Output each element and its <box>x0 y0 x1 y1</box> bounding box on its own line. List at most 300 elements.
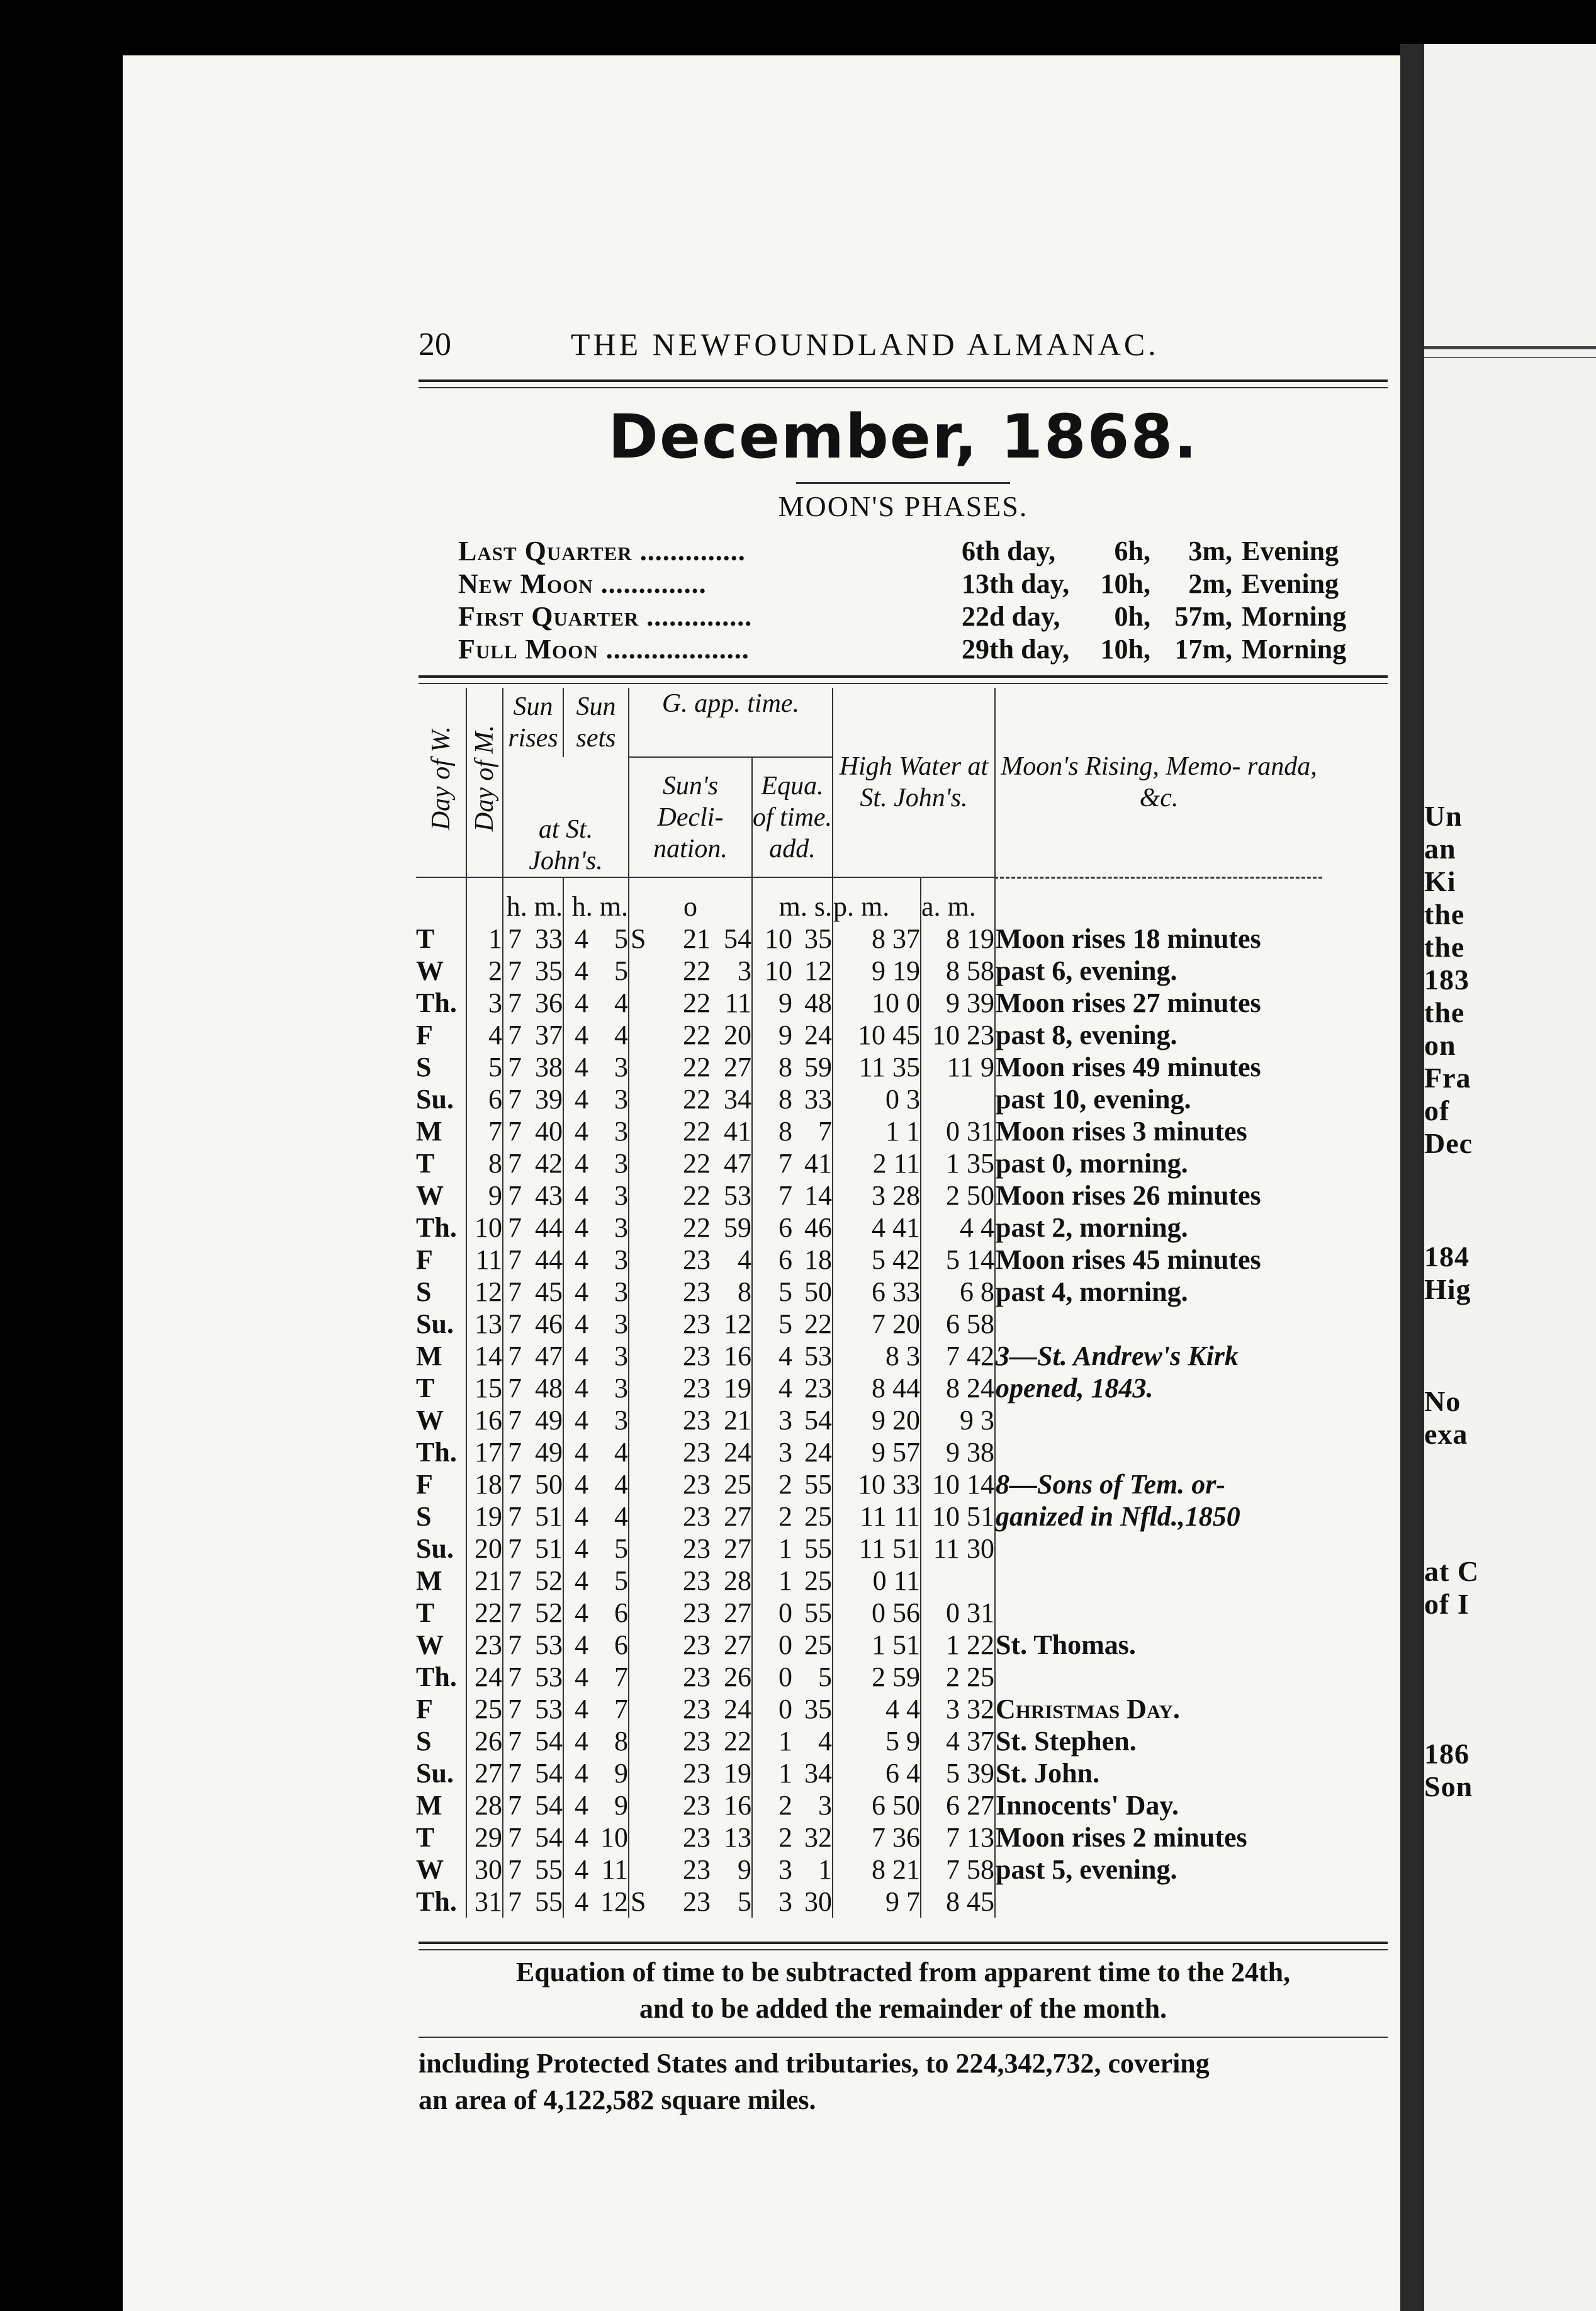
sunrise-minute-cell: 52 <box>535 1597 563 1628</box>
equation-minute-cell: 2 <box>752 1789 792 1821</box>
high-water-pm-cell: 6 4 <box>833 1757 921 1789</box>
equation-second-cell: 46 <box>804 1212 832 1243</box>
equation-minute-cell: 0 <box>752 1629 792 1661</box>
equation-minute-cell: 1 <box>752 1565 792 1597</box>
weekday-cell: T <box>416 923 435 954</box>
weekday-cell: Th. <box>416 1886 457 1917</box>
equation-second-cell: 33 <box>804 1083 832 1115</box>
sunrise-minute-cell: 52 <box>535 1565 563 1596</box>
phase-date: 29th day, <box>962 634 1070 665</box>
declination-minute-cell: 26 <box>724 1661 751 1692</box>
declination-minute-cell: 53 <box>724 1179 751 1211</box>
sunset-hour-cell: 4 <box>563 1565 588 1597</box>
declination-direction-cell <box>629 987 651 1019</box>
sunrise-hour-cell: 7 <box>503 1468 522 1500</box>
phase-name: First Quarter .............. <box>458 601 753 632</box>
sunrise-minute-cell: 54 <box>535 1757 563 1789</box>
memoranda-cell: Moon rises 2 minutes <box>995 1821 1322 1853</box>
table-row <box>416 1468 1322 1500</box>
sunset-minute-cell: 4 <box>614 1500 628 1532</box>
sunrise-hour-cell: 7 <box>503 1244 522 1276</box>
high-water-am-cell: 9 38 <box>921 1436 995 1468</box>
table-row <box>416 1212 1322 1244</box>
weekday-cell: S <box>416 1051 432 1082</box>
day-cell: 15 <box>466 1372 503 1404</box>
sunset-minute-cell: 9 <box>614 1789 628 1821</box>
declination-degree-cell: 23 <box>683 1725 711 1757</box>
table-top-rule-thin <box>419 683 1388 684</box>
running-header <box>419 326 1388 364</box>
phase-minute: 2m, <box>1188 568 1232 599</box>
weekday-cell: T <box>416 1372 435 1403</box>
sunrise-minute-cell: 45 <box>535 1276 563 1307</box>
day-cell: 20 <box>466 1532 503 1565</box>
declination-minute-cell: 27 <box>724 1597 751 1628</box>
declination-minute-cell: 5 <box>738 1886 751 1917</box>
equation-minute-cell: 8 <box>752 1051 792 1083</box>
table-row <box>416 1083 1322 1115</box>
high-water-am-cell: 6 58 <box>921 1308 995 1340</box>
facing-page-fragment: the <box>1424 898 1465 930</box>
facing-page-fragment: an <box>1424 833 1456 865</box>
sunset-minute-cell: 3 <box>614 1244 628 1275</box>
high-water-am-cell: 4 4 <box>921 1212 995 1244</box>
high-water-am-cell: 1 35 <box>921 1147 995 1179</box>
equation-minute-cell: 5 <box>752 1308 792 1340</box>
equation-minute-cell: 10 <box>752 923 792 955</box>
sunset-hour-cell: 4 <box>563 1051 588 1083</box>
sunset-hour-cell: 4 <box>563 1019 588 1051</box>
day-cell: 21 <box>466 1565 503 1597</box>
sunset-hour-cell: 4 <box>563 1629 588 1661</box>
sunrise-minute-cell: 36 <box>535 987 563 1018</box>
sunset-minute-cell: 4 <box>614 1468 628 1500</box>
sunset-minute-cell: 6 <box>614 1597 628 1628</box>
sunset-minute-cell: 8 <box>614 1725 628 1757</box>
high-water-pm-cell: 0 3 <box>833 1083 921 1115</box>
sunset-minute-cell: 3 <box>614 1308 628 1339</box>
high-water-am-cell: 7 42 <box>921 1340 995 1372</box>
equation-second-cell: 35 <box>804 923 832 954</box>
equation-second-cell: 59 <box>804 1051 832 1082</box>
declination-degree-cell: 23 <box>683 1340 711 1371</box>
declination-direction-cell <box>629 1853 651 1886</box>
declination-direction-cell <box>629 1147 651 1179</box>
weekday-cell: W <box>416 955 444 986</box>
high-water-am-cell: 7 58 <box>921 1853 995 1886</box>
day-cell: 4 <box>466 1019 503 1051</box>
equation-minute-cell: 9 <box>752 987 792 1019</box>
equation-minute-cell: 1 <box>752 1532 792 1565</box>
table-row <box>416 955 1322 987</box>
day-cell: 28 <box>466 1789 503 1821</box>
sunset-minute-cell: 3 <box>614 1404 628 1436</box>
facing-page-fragment: the <box>1424 996 1465 1028</box>
sunset-minute-cell: 6 <box>614 1629 628 1660</box>
high-water-pm-cell: 6 50 <box>833 1789 921 1821</box>
declination-degree-cell: 23 <box>683 1436 711 1468</box>
sunrise-minute-cell: 54 <box>535 1821 563 1853</box>
weekday-cell: T <box>416 1147 435 1179</box>
declination-minute-cell: 16 <box>724 1340 751 1371</box>
high-water-am-cell: 8 45 <box>921 1886 995 1918</box>
equation-second-cell: 55 <box>804 1468 832 1500</box>
equation-second-cell: 1 <box>818 1853 832 1885</box>
equation-minute-cell: 1 <box>752 1757 792 1789</box>
sunset-minute-cell: 5 <box>614 1565 628 1596</box>
sunset-hour-cell: 4 <box>563 1436 588 1468</box>
memoranda-cell: past 8, evening. <box>995 1019 1322 1051</box>
sunset-hour-cell: 4 <box>563 1404 588 1436</box>
declination-degree-cell: 23 <box>683 1597 711 1628</box>
facing-page-fragment: Hig <box>1424 1273 1471 1305</box>
memoranda-cell: past 6, evening. <box>995 955 1322 987</box>
weekday-cell: M <box>416 1340 442 1371</box>
sunset-hour-cell: 4 <box>563 1789 588 1821</box>
sun-sets-header: Sun sets <box>563 688 629 757</box>
unit-label: p. m. <box>833 877 921 923</box>
equation-second-cell: 14 <box>804 1179 832 1211</box>
day-cell: 1 <box>466 923 503 955</box>
table-row <box>416 1308 1322 1340</box>
phase-hour: 0h, <box>1114 601 1150 632</box>
moon-phase-row <box>458 568 1371 600</box>
declination-minute-cell: 24 <box>724 1436 751 1468</box>
equation-second-cell: 55 <box>804 1597 832 1628</box>
sunset-minute-cell: 9 <box>614 1757 628 1789</box>
sunrise-minute-cell: 44 <box>535 1244 563 1275</box>
sunrise-minute-cell: 46 <box>535 1308 563 1339</box>
equation-second-cell: 25 <box>804 1629 832 1660</box>
phase-minute: 3m, <box>1188 536 1232 566</box>
sunrise-hour-cell: 7 <box>503 1661 522 1693</box>
day-cell: 5 <box>466 1051 503 1083</box>
table-row <box>416 1821 1322 1853</box>
equation-second-cell: 12 <box>804 955 832 986</box>
weekday-cell: F <box>416 1693 433 1724</box>
declination-direction-cell <box>629 1019 651 1051</box>
declination-minute-cell: 19 <box>724 1372 751 1403</box>
table-row <box>416 1244 1322 1276</box>
day-cell: 7 <box>466 1115 503 1147</box>
weekday-cell: W <box>416 1179 444 1211</box>
memoranda-cell: 3—St. Andrew's Kirk <box>995 1340 1322 1372</box>
memoranda-cell <box>995 1661 1322 1693</box>
header-rule-thin <box>419 387 1388 388</box>
sunrise-minute-cell: 47 <box>535 1340 563 1371</box>
declination-minute-cell: 19 <box>724 1757 751 1789</box>
high-water-am-cell: 3 32 <box>921 1693 995 1725</box>
sunset-minute-cell: 3 <box>614 1083 628 1115</box>
equation-second-cell: 5 <box>818 1661 832 1692</box>
declination-degree-cell: 23 <box>683 1308 711 1339</box>
equation-minute-cell: 3 <box>752 1886 792 1918</box>
declination-minute-cell: 13 <box>724 1821 751 1853</box>
high-water-pm-cell: 9 57 <box>833 1436 921 1468</box>
facing-page-fragment: of I <box>1424 1588 1470 1620</box>
sunset-minute-cell: 4 <box>614 1019 628 1050</box>
declination-minute-cell: 9 <box>738 1853 751 1885</box>
sunset-minute-cell: 5 <box>614 923 628 954</box>
phase-period: Morning <box>1242 634 1347 665</box>
sunrise-minute-cell: 44 <box>535 1212 563 1243</box>
memoranda-cell <box>995 1597 1322 1629</box>
sunset-minute-cell: 3 <box>614 1147 628 1179</box>
sunset-minute-cell: 4 <box>614 987 628 1018</box>
declination-direction-cell <box>629 1757 651 1789</box>
phase-date: 22d day, <box>962 601 1060 632</box>
equation-second-cell: 24 <box>804 1019 832 1050</box>
unit-label: m. s. <box>752 877 833 923</box>
equation-minute-cell: 2 <box>752 1500 792 1532</box>
high-water-am-cell: 11 30 <box>921 1532 995 1565</box>
table-row <box>416 923 1322 955</box>
running-title: THE NEWFOUNDLAND ALMANAC. <box>571 327 1159 362</box>
facing-page-fragment: Dec <box>1424 1127 1473 1159</box>
unit-label: h. m. <box>503 877 563 923</box>
sunrise-minute-cell: 37 <box>535 1019 563 1050</box>
sunset-minute-cell: 3 <box>614 1212 628 1243</box>
facing-page-fragment: Un <box>1424 800 1463 832</box>
day-cell: 27 <box>466 1757 503 1789</box>
table-row <box>416 1693 1322 1725</box>
sunset-hour-cell: 4 <box>563 1308 588 1340</box>
day-cell: 18 <box>466 1468 503 1500</box>
footnote-line: Equation of time to be subtracted from apparent time to the 24th, <box>515 1957 1291 1988</box>
header-rule <box>419 380 1388 382</box>
table-row <box>416 1532 1322 1565</box>
almanac-table <box>416 688 1322 1918</box>
table-row <box>416 1853 1322 1886</box>
sunrise-hour-cell: 7 <box>503 1212 522 1244</box>
sunset-minute-cell: 3 <box>614 1340 628 1371</box>
equation-footnote <box>419 1954 1388 2027</box>
memoranda-cell: 8—Sons of Tem. or- <box>995 1468 1322 1500</box>
weekday-cell: F <box>416 1019 433 1050</box>
table-row <box>416 1661 1322 1693</box>
table-row <box>416 1789 1322 1821</box>
table-row <box>416 1340 1322 1372</box>
weekday-cell: S <box>416 1276 432 1307</box>
high-water-pm-cell: 11 35 <box>833 1051 921 1083</box>
weekday-cell: W <box>416 1629 444 1660</box>
equation-minute-cell: 2 <box>752 1821 792 1853</box>
equation-second-cell: 18 <box>804 1244 832 1275</box>
facing-page-rule <box>1424 346 1596 349</box>
sunset-minute-cell: 12 <box>600 1886 628 1917</box>
declination-minute-cell: 27 <box>724 1629 751 1660</box>
sunset-hour-cell: 4 <box>563 1821 588 1853</box>
table-row <box>416 1276 1322 1308</box>
phase-date: 13th day, <box>962 568 1070 599</box>
weekday-cell: Th. <box>416 1661 457 1692</box>
equation-second-cell: 48 <box>804 987 832 1018</box>
memoranda-cell <box>995 1565 1322 1597</box>
high-water-pm-cell: 8 21 <box>833 1853 921 1886</box>
at-st-johns-header: at St. John's. <box>503 757 629 877</box>
moon-phases-heading: MOON'S PHASES. <box>778 490 1028 522</box>
table-row <box>416 1179 1322 1212</box>
declination-direction-cell <box>629 1661 651 1693</box>
table-row <box>416 1147 1322 1179</box>
sunset-hour-cell: 4 <box>563 1886 588 1918</box>
day-cell: 16 <box>466 1404 503 1436</box>
day-cell: 10 <box>466 1212 503 1244</box>
day-cell: 24 <box>466 1661 503 1693</box>
day-cell: 29 <box>466 1821 503 1853</box>
weekday-cell: T <box>416 1597 435 1628</box>
day-cell: 31 <box>466 1886 503 1918</box>
memoranda-cell <box>995 1886 1322 1918</box>
table-row <box>416 1115 1322 1147</box>
high-water-pm-cell: 9 20 <box>833 1404 921 1436</box>
memoranda-cell: Innocents' Day. <box>995 1789 1322 1821</box>
declination-degree-cell: 23 <box>683 1789 711 1821</box>
memoranda-cell <box>995 1404 1322 1436</box>
moon-phase-row <box>458 600 1371 633</box>
equation-second-cell: 54 <box>804 1404 832 1436</box>
weekday-cell: S <box>416 1500 432 1532</box>
weekday-cell: M <box>416 1789 442 1821</box>
weekday-cell: M <box>416 1115 442 1147</box>
declination-minute-cell: 47 <box>724 1147 751 1179</box>
sunrise-hour-cell: 7 <box>503 1404 522 1436</box>
sunrise-hour-cell: 7 <box>503 1436 522 1468</box>
memoranda-header: Moon's Rising, Memo- randa, &c. <box>995 688 1322 877</box>
sunrise-minute-cell: 40 <box>535 1115 563 1147</box>
memoranda-cell: Moon rises 18 minutes <box>995 923 1322 955</box>
memoranda-cell: Moon rises 3 minutes <box>995 1115 1322 1147</box>
declination-minute-cell: 24 <box>724 1693 751 1724</box>
page-number: 20 <box>419 327 451 363</box>
sunset-hour-cell: 4 <box>563 1661 588 1693</box>
sunrise-hour-cell: 7 <box>503 923 522 955</box>
phase-date: 6th day, <box>962 536 1056 566</box>
sunrise-minute-cell: 51 <box>535 1500 563 1532</box>
table-row <box>416 1019 1322 1051</box>
sunset-minute-cell: 5 <box>614 955 628 986</box>
equation-second-cell: 50 <box>804 1276 832 1307</box>
declination-direction-cell <box>629 1340 651 1372</box>
table-bottom-rule <box>419 1942 1388 1944</box>
declination-degree-cell: 22 <box>683 1179 711 1211</box>
units-row <box>416 877 1322 923</box>
high-water-am-cell: 5 39 <box>921 1757 995 1789</box>
declination-degree-cell: 22 <box>683 1019 711 1050</box>
declination-direction-cell <box>629 1436 651 1468</box>
sunrise-hour-cell: 7 <box>503 1565 522 1597</box>
sunset-hour-cell: 4 <box>563 1597 588 1629</box>
declination-minute-cell: 8 <box>738 1276 751 1307</box>
sunrise-hour-cell: 7 <box>503 1083 522 1115</box>
declination-degree-cell: 22 <box>683 1147 711 1179</box>
high-water-pm-cell: 2 59 <box>833 1661 921 1693</box>
sunrise-hour-cell: 7 <box>503 1276 522 1308</box>
equation-minute-cell: 3 <box>752 1436 792 1468</box>
moon-phase-row <box>458 633 1371 666</box>
high-water-pm-cell: 0 56 <box>833 1597 921 1629</box>
table-row <box>416 1757 1322 1789</box>
equation-minute-cell: 4 <box>752 1340 792 1372</box>
sunrise-minute-cell: 49 <box>535 1404 563 1436</box>
sunset-hour-cell: 4 <box>563 955 588 987</box>
sunset-hour-cell: 4 <box>563 1725 588 1757</box>
declination-degree-cell: 23 <box>683 1372 711 1403</box>
equation-second-cell: 4 <box>818 1725 832 1757</box>
phase-hour: 6h, <box>1114 536 1150 566</box>
sunset-hour-cell: 4 <box>563 1532 588 1565</box>
declination-direction-cell <box>629 1051 651 1083</box>
memoranda-cell: St. Thomas. <box>995 1629 1322 1661</box>
phase-period: Evening <box>1242 536 1339 566</box>
equation-minute-cell: 10 <box>752 955 792 987</box>
day-cell: 25 <box>466 1693 503 1725</box>
table-row <box>416 1886 1322 1918</box>
equation-second-cell: 25 <box>804 1500 832 1532</box>
phase-minute: 57m, <box>1174 601 1232 632</box>
declination-degree-cell: 23 <box>683 1693 711 1724</box>
sunrise-hour-cell: 7 <box>503 1179 522 1212</box>
month-title: December, 1868. <box>608 402 1198 472</box>
day-cell: 30 <box>466 1853 503 1886</box>
phase-name: New Moon .............. <box>458 568 707 599</box>
equation-second-cell: 53 <box>804 1340 832 1371</box>
high-water-am-cell: 0 31 <box>921 1115 995 1147</box>
high-water-header: High Water at St. John's. <box>833 688 995 877</box>
declination-degree-cell: 23 <box>683 1532 711 1564</box>
declination-degree-cell: 23 <box>683 1629 711 1660</box>
declination-degree-cell: 23 <box>683 1244 711 1275</box>
declination-degree-cell: 22 <box>683 1083 711 1115</box>
memoranda-cell: ganized in Nfld.,1850 <box>995 1500 1322 1532</box>
equation-minute-cell: 7 <box>752 1179 792 1212</box>
high-water-am-cell: 2 50 <box>921 1179 995 1212</box>
phase-period: Evening <box>1242 568 1339 599</box>
sunset-hour-cell: 4 <box>563 1179 588 1212</box>
phase-name: Full Moon ................... <box>458 634 750 665</box>
sunrise-hour-cell: 7 <box>503 1693 522 1725</box>
declination-degree-cell: 23 <box>683 1821 711 1853</box>
day-cell: 23 <box>466 1629 503 1661</box>
memoranda-cell: past 4, morning. <box>995 1276 1322 1308</box>
weekday-cell: Su. <box>416 1757 454 1789</box>
declination-minute-cell: 28 <box>724 1565 751 1596</box>
high-water-am-cell <box>921 1565 995 1597</box>
declination-direction-cell <box>629 1693 651 1725</box>
high-water-am-cell: 6 8 <box>921 1276 995 1308</box>
declination-direction-cell <box>629 1597 651 1629</box>
sunset-hour-cell: 4 <box>563 1372 588 1404</box>
day-of-week-header: Day of W. <box>426 726 456 831</box>
equation-minute-cell: 0 <box>752 1661 792 1693</box>
weekday-cell: Su. <box>416 1308 454 1339</box>
sunrise-hour-cell: 7 <box>503 1757 522 1789</box>
declination-degree-cell: 23 <box>683 1757 711 1789</box>
sunrise-hour-cell: 7 <box>503 1629 522 1661</box>
declination-degree-cell: 21 <box>683 923 711 954</box>
high-water-pm-cell: 4 4 <box>833 1693 921 1725</box>
book-gutter <box>1400 44 1424 2311</box>
sunrise-minute-cell: 33 <box>535 923 563 954</box>
declination-minute-cell: 27 <box>724 1500 751 1532</box>
equation-minute-cell: 0 <box>752 1693 792 1725</box>
declination-minute-cell: 12 <box>724 1308 751 1339</box>
facing-page-fragment: Son <box>1424 1770 1473 1802</box>
declination-minute-cell: 4 <box>738 1244 751 1275</box>
facing-page-fragment: on <box>1424 1029 1456 1061</box>
declination-direction-cell <box>629 1083 651 1115</box>
phase-period: Morning <box>1242 601 1347 632</box>
